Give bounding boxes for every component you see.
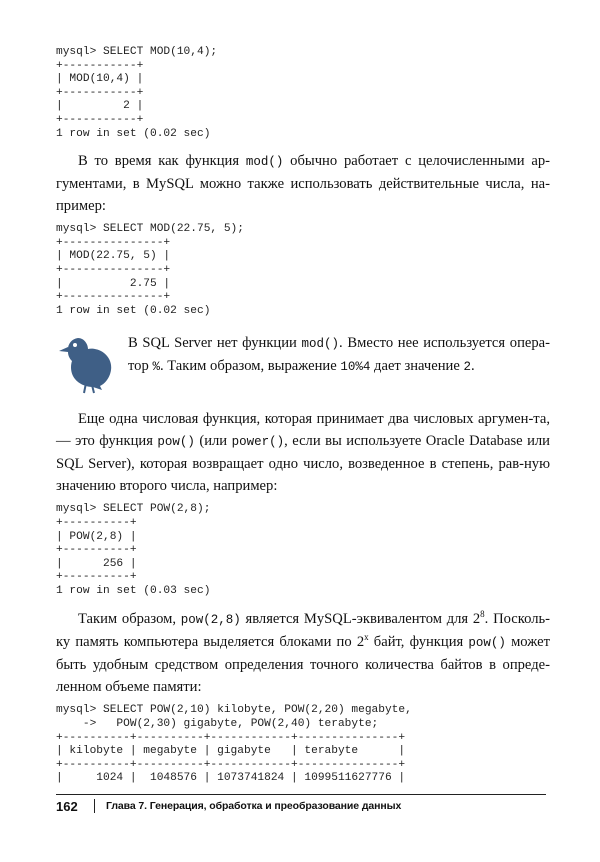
text: байт, функция — [368, 634, 469, 651]
page-content — [56, 46, 550, 786]
code-block-pow-bytes: mysql> SELECT POW(2,10) kilobyte, POW(2,20) megabyte, -> POW(2,30) gigabyte, POW(2,40) terabyte; +----------+----------+------------+---------------+ | kilobyte | megabyte | gigabyte | terabyte | +----------+----------+------------+---------------+ | 1024 | 1048576 | 1073741824 | 1099511627776 | — [56, 704, 412, 785]
bird-icon — [56, 330, 120, 394]
chapter-title: Глава 7. Генерация, обработка и преобразование данных — [106, 800, 402, 812]
code-block-mod-10-4: mysql> SELECT MOD(10,4); +-----------+ | MOD(10,4) | +-----------+ | 2 | +-----------+ 1 row in set (0.02 sec) — [56, 46, 218, 140]
page-footer — [56, 794, 546, 816]
footer-separator — [94, 799, 95, 813]
text: дает значение — [370, 358, 464, 375]
text: Таким образом, — [78, 611, 181, 628]
text: . Таким образом, выражение — [159, 358, 341, 375]
footer-rule — [56, 794, 546, 795]
note-sql-server — [56, 330, 550, 394]
page-number: 162 — [56, 799, 78, 814]
paragraph-pow-function — [56, 408, 550, 497]
text: Еще одна числовая функция, которая принимает два числовых аргумен-та, — это функция — [56, 411, 550, 450]
text: , если вы используете Oracle Database или SQL Server), которая возвращает одно число, возведенное в степень, рав-ную значению второго числа, например: — [56, 433, 550, 495]
inline-code: pow(2,8) — [180, 613, 241, 628]
text: является MySQL-эквивалентом для 2 — [240, 611, 481, 628]
text: может быть удобным средством определения точного количества байтов в опреде-ленном объеме памяти: — [56, 634, 550, 696]
superscript: x — [364, 632, 369, 643]
inline-code: % — [152, 360, 160, 375]
text: В то время как функция — [78, 153, 246, 170]
text: обычно работает с целочисленными ар-гументами, в MySQL можно также использовать действительные числа, на-пример: — [56, 153, 550, 215]
inline-code: pow() — [468, 636, 506, 651]
superscript: 8 — [480, 609, 485, 620]
text: (или — [194, 433, 232, 450]
text: . — [471, 358, 475, 375]
code-block-mod-22-75: mysql> SELECT MOD(22.75, 5); +---------------+ | MOD(22.75, 5) | +---------------+ | 2.75 | +---------------+ 1 row in set (0.02 sec) — [56, 223, 244, 317]
text: В SQL Server нет функции — [128, 335, 302, 352]
text: . Вместо нее используется опера-тор — [128, 335, 551, 375]
inline-code: pow() — [157, 435, 195, 450]
inline-code: power() — [231, 435, 285, 450]
inline-code: mod() — [301, 337, 340, 352]
inline-code: 2 — [463, 360, 471, 375]
inline-code: 10%4 — [340, 360, 371, 375]
text: . Посколь-ку память компьютера выделяется блоками по 2 — [56, 611, 550, 651]
inline-code: mod() — [245, 155, 284, 170]
paragraph-mod-real-numbers — [56, 150, 550, 217]
paragraph-pow-memory — [56, 608, 550, 698]
note-text — [128, 330, 550, 378]
code-block-pow-2-8: mysql> SELECT POW(2,8); +----------+ | POW(2,8) | +----------+ | 256 | +----------+ 1 row in set (0.03 sec) — [56, 503, 211, 597]
